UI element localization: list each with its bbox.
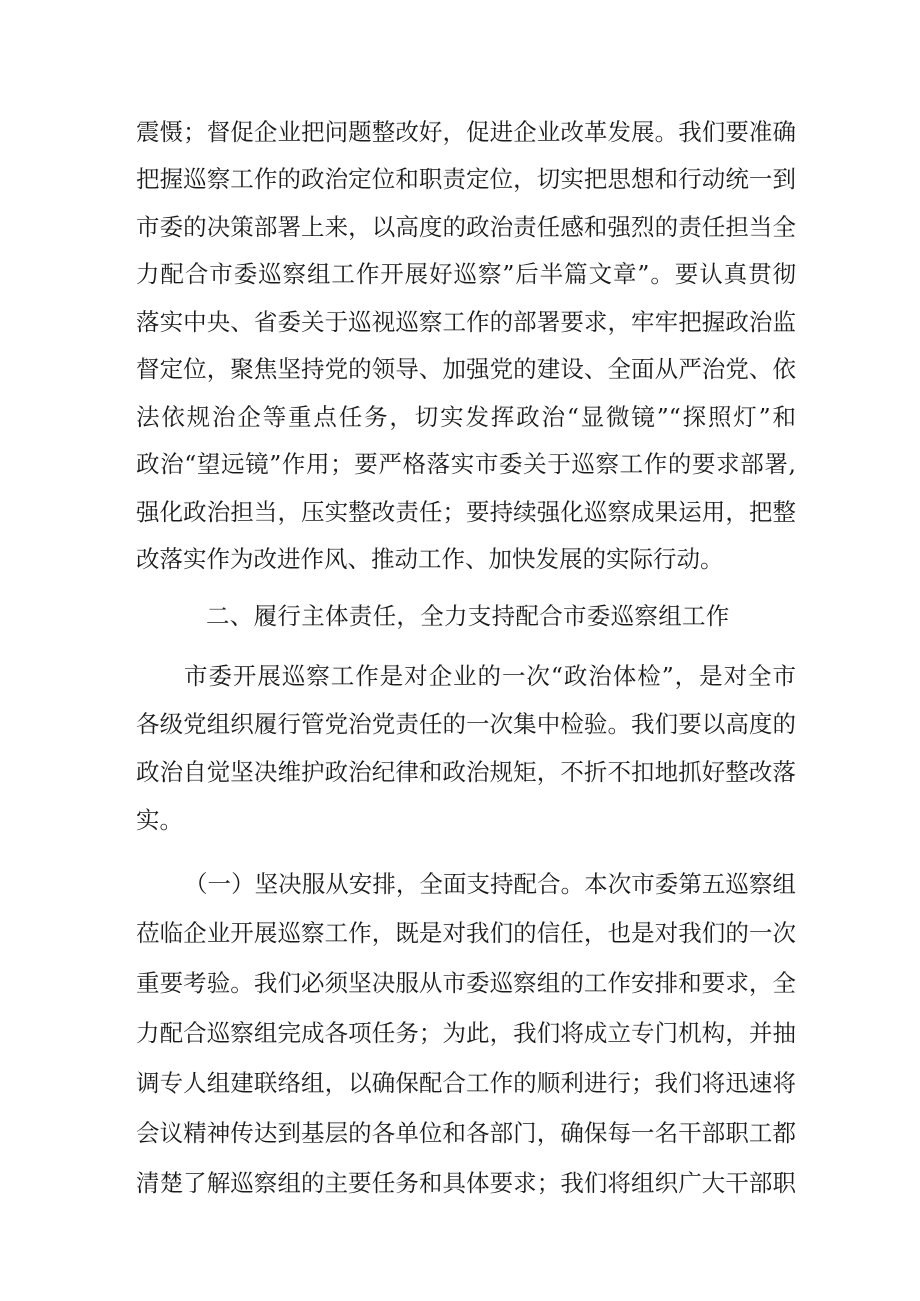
- paragraph-1-line: 政治“望远镜”作用；要严格落实市委关于巡察工作的要求部署,: [136, 450, 796, 478]
- paragraph-2-line: 实。: [136, 806, 183, 834]
- paragraph-2-line: 市委开展巡察工作是对企业的一次“政治体检”，是对全市: [184, 662, 796, 690]
- paragraph-1-line: 法依规治企等重点任务，切实发挥政治“显微镜”“探照灯”和: [136, 403, 796, 431]
- paragraph-3-line: 力配合巡察组完成各项任务；为此，我们将成立专门机构，并抽: [136, 1019, 796, 1047]
- paragraph-2-line: 政治自觉坚决维护政治纪律和政治规矩，不折不扣地抓好整改落: [136, 758, 796, 786]
- paragraph-3-line: 清楚了解巡察组的主要任务和具体要求；我们将组织广大干部职: [136, 1169, 796, 1197]
- paragraph-3-line: 重要考验。我们必须坚决服从市委巡察组的工作安排和要求，全: [136, 969, 796, 997]
- paragraph-3-line: （一）坚决服从安排，全面支持配合。本次市委第五巡察组: [184, 870, 796, 898]
- paragraph-1-line: 市委的决策部署上来，以高度的政治责任感和强烈的责任担当全: [136, 213, 796, 241]
- paragraph-1-line: 落实中央、省委关于巡视巡察工作的部署要求，牢牢把握政治监: [136, 308, 796, 336]
- paragraph-1-line: 改落实作为改进作风、推动工作、加快发展的实际行动。: [136, 545, 724, 573]
- paragraph-1-line: 力配合市委巡察组工作开展好巡察”后半篇文章”。要认真贯彻: [136, 260, 796, 288]
- paragraph-3-line: 会议精神传达到基层的各单位和各部门，确保每一名干部职工都: [136, 1119, 796, 1147]
- section-heading: 二、履行主体责任，全力支持配合市委巡察组工作: [206, 602, 730, 630]
- paragraph-3-line: 莅临企业开展巡察工作，既是对我们的信任，也是对我们的一次: [136, 919, 796, 947]
- paragraph-1-line: 震慑；督促企业把问题整改好，促进企业改革发展。我们要准确: [136, 118, 796, 146]
- paragraph-1-line: 督定位，聚焦坚持党的领导、加强党的建设、全面从严治党、依: [136, 355, 796, 383]
- paragraph-1-line: 强化政治担当，压实整改责任；要持续强化巡察成果运用，把整: [136, 498, 796, 526]
- paragraph-1-line: 把握巡察工作的政治定位和职责定位，切实把思想和行动统一到: [136, 165, 796, 193]
- paragraph-3-line: 调专人组建联络组，以确保配合工作的顺利进行；我们将迅速将: [136, 1069, 796, 1097]
- paragraph-2-line: 各级党组织履行管党治党责任的一次集中检验。我们要以高度的: [136, 710, 796, 738]
